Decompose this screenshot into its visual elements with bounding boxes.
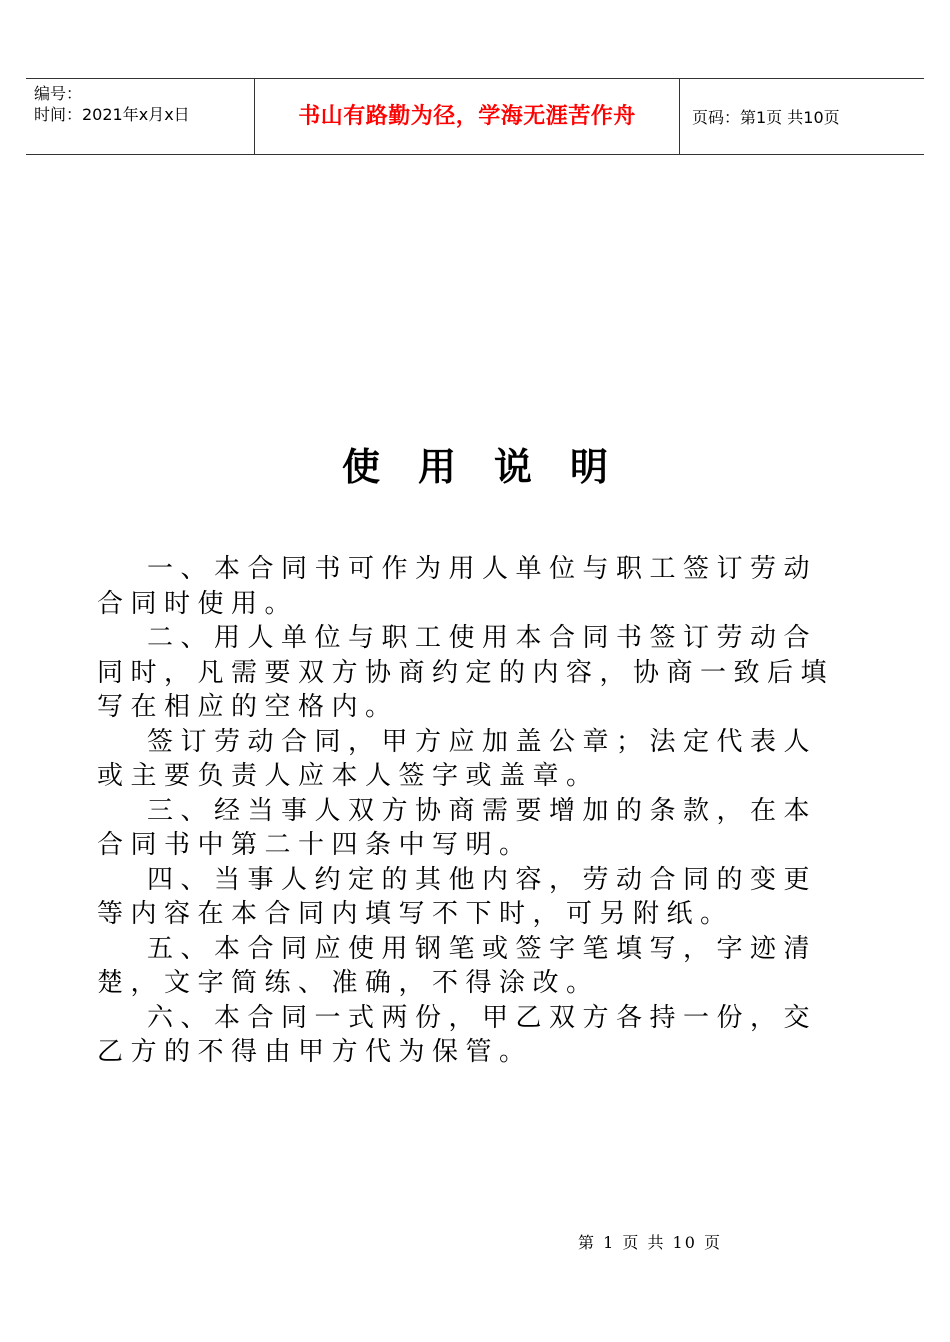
instruction-paragraph-6: 五、本合同应使用钢笔或签字笔填写，字迹清楚，文字简练、准确，不得涂改。 bbox=[97, 933, 818, 998]
instruction-paragraph-2: 二、用人单位与职工使用本合同书签订劳动合同时，凡需要双方协商约定的内容，协商一致后填写在相应的空格内。 bbox=[97, 623, 835, 722]
header-divider-right bbox=[679, 79, 680, 155]
page-footer: 第 1 页 共 10 页 bbox=[578, 1233, 722, 1252]
page-header bbox=[26, 78, 924, 155]
header-meta bbox=[34, 83, 254, 125]
instruction-paragraph-1: 一、本合同书可作为用人单位与职工签订劳动合同时使用。 bbox=[97, 554, 818, 619]
instruction-paragraph-7: 六、本合同一式两份，甲乙双方各持一份，交乙方的不得由甲方代为保管。 bbox=[97, 1002, 818, 1067]
document-time-label: 时间：2021年x月x日 bbox=[34, 105, 190, 124]
header-motto: 书山有路勤为径，学海无涯苦作舟 bbox=[298, 104, 636, 129]
document-title: 使用说明 bbox=[341, 445, 646, 489]
instruction-paragraph-3: 签订劳动合同，甲方应加盖公章；法定代表人或主要负责人应本人签字或盖章。 bbox=[97, 726, 818, 791]
header-page-info: 页码：第1页 共10页 bbox=[692, 108, 840, 127]
instructions-body bbox=[97, 552, 837, 1070]
document-number-label: 编号： bbox=[34, 84, 83, 103]
instruction-paragraph-5: 四、当事人约定的其他内容，劳动合同的变更等内容在本合同内填写不下时，可另附纸。 bbox=[97, 864, 818, 929]
instruction-paragraph-4: 三、经当事人双方协商需要增加的条款，在本合同书中第二十四条中写明。 bbox=[97, 795, 818, 860]
